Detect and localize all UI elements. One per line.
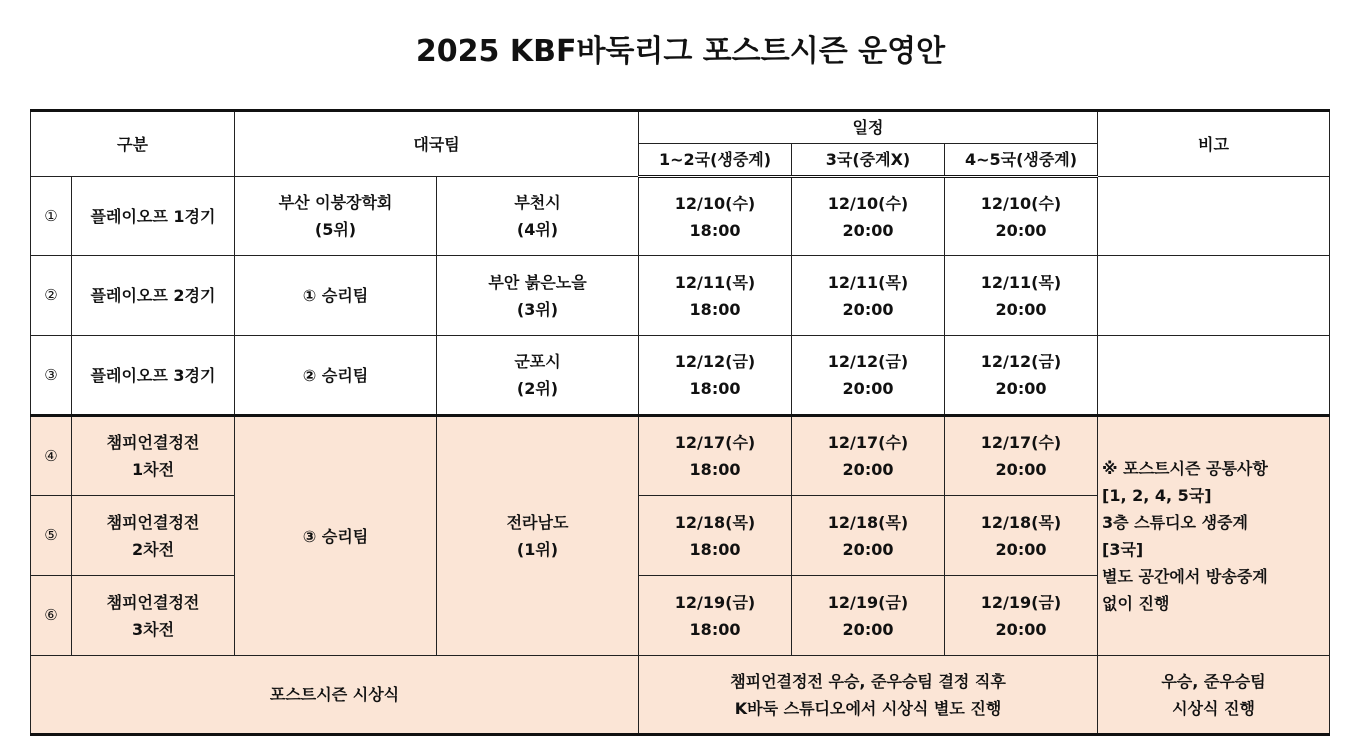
header-remarks: 비고 [1098, 111, 1330, 177]
date-cell [639, 576, 792, 656]
team-cell [235, 177, 437, 256]
ceremony-label: 포스트시즌 시상식 [31, 656, 639, 735]
time: 18:00 [689, 379, 741, 398]
date: 12/10(수) [674, 193, 756, 213]
ceremony-row [31, 656, 1330, 735]
date: 12/12(금) [827, 352, 909, 371]
date-cell [945, 576, 1098, 656]
row-number: ④ [31, 416, 72, 496]
date: 12/19(금) [827, 592, 909, 612]
date-cell [792, 256, 945, 336]
date: 12/17(수) [827, 433, 909, 452]
header-game12: 1~2국(생중계) [639, 144, 792, 177]
schedule-table [30, 109, 1330, 736]
match-name: 플레이오프 1경기 [72, 177, 235, 256]
match-name-cell [72, 576, 235, 656]
date: 12/11(목) [674, 272, 756, 292]
note-line: ※ 포스트시즌 공통사항 [1102, 459, 1268, 478]
date: 12/18(목) [674, 512, 756, 532]
time: 20:00 [842, 539, 894, 559]
time: 20:00 [842, 460, 894, 479]
remarks-cell [1098, 256, 1330, 336]
table-row [31, 177, 1330, 256]
date-cell [945, 416, 1098, 496]
ceremony-remark-line: 우승, 준우승팀 [1161, 671, 1266, 691]
time: 18:00 [689, 619, 741, 639]
time: 20:00 [995, 460, 1047, 479]
team-name: ① 승리팀 [235, 256, 437, 336]
date: 12/17(수) [980, 433, 1062, 452]
remarks-cell [1098, 336, 1330, 416]
team-rank: (2위) [516, 379, 559, 398]
time: 18:00 [689, 299, 741, 319]
header-game3: 3국(중계X) [792, 144, 945, 177]
time: 20:00 [995, 379, 1047, 398]
time: 20:00 [842, 619, 894, 639]
header-category: 구분 [31, 111, 235, 177]
time: 20:00 [995, 220, 1047, 240]
date-cell [945, 256, 1098, 336]
team-name: ② 승리팀 [235, 336, 437, 416]
date: 12/18(목) [827, 512, 909, 532]
note-line: 별도 공간에서 방송중계 [1102, 567, 1268, 586]
team-rank: (5위) [314, 220, 357, 239]
time: 20:00 [995, 299, 1047, 319]
date: 12/12(금) [980, 352, 1062, 371]
postseason-note [1098, 416, 1330, 656]
table-row [31, 336, 1330, 416]
header-game45: 4~5국(생중계) [945, 144, 1098, 177]
team-cell [437, 177, 639, 256]
time: 20:00 [995, 619, 1047, 639]
ceremony-desc-line: K바둑 스튜디오에서 시상식 별도 진행 [734, 698, 1002, 718]
team-cell [437, 256, 639, 336]
time: 20:00 [842, 379, 894, 398]
row-number: ② [31, 256, 72, 336]
date: 12/19(금) [674, 592, 756, 612]
team-rank: (4위) [516, 220, 559, 239]
time: 20:00 [995, 539, 1047, 559]
match-name: 챔피언결정전 [106, 433, 200, 452]
date: 12/11(목) [980, 272, 1062, 292]
team-name: 전라남도 [506, 513, 569, 532]
page-title: 2025 KBF바둑리그 포스트시즌 운영안 [415, 34, 946, 69]
team-name: 부안 붉은노을 [488, 272, 587, 292]
note-line: 없이 진행 [1102, 594, 1170, 613]
time: 18:00 [689, 539, 741, 559]
date-cell [792, 177, 945, 256]
date: 12/17(수) [674, 433, 756, 452]
row-number: ⑥ [31, 576, 72, 656]
date-cell [639, 416, 792, 496]
team-name: 군포시 [514, 352, 561, 371]
date: 12/11(목) [827, 272, 909, 292]
date-cell [639, 256, 792, 336]
row-number: ③ [31, 336, 72, 416]
date-cell [639, 496, 792, 576]
match-name-cell [72, 416, 235, 496]
date-cell [945, 496, 1098, 576]
date: 12/19(금) [980, 592, 1062, 612]
match-round: 3차전 [131, 619, 175, 639]
table-row [31, 256, 1330, 336]
note-line: [3국] [1102, 540, 1144, 559]
team-name: 부산 이붕장학회 [278, 193, 393, 212]
note-line: [1, 2, 4, 5국] [1102, 486, 1212, 505]
match-name-cell [72, 496, 235, 576]
date-cell [639, 336, 792, 416]
date-cell [792, 496, 945, 576]
match-name: 플레이오프 2경기 [72, 256, 235, 336]
match-round: 1차전 [131, 460, 175, 479]
match-name: 챔피언결정전 [106, 592, 200, 612]
ceremony-remark [1098, 656, 1330, 735]
match-round: 2차전 [131, 539, 175, 559]
header-schedule: 일정 [639, 111, 1098, 144]
time: 20:00 [842, 220, 894, 240]
ceremony-desc-line: 챔피언결정전 우승, 준우승팀 결정 직후 [730, 671, 1006, 691]
date: 12/10(수) [980, 193, 1062, 213]
date-cell [945, 336, 1098, 416]
date-cell [792, 416, 945, 496]
time: 18:00 [689, 460, 741, 479]
table-row [31, 416, 1330, 496]
note-line: 3층 스튜디오 생중계 [1102, 513, 1248, 532]
date-cell [945, 177, 1098, 256]
team-cell [437, 336, 639, 416]
team-rank: (1위) [516, 540, 559, 559]
time: 20:00 [842, 299, 894, 319]
ceremony-desc [639, 656, 1098, 735]
ceremony-remark-line: 시상식 진행 [1172, 698, 1255, 718]
match-name: 챔피언결정전 [106, 512, 200, 532]
team-rank: (3위) [516, 299, 559, 319]
date: 12/10(수) [827, 193, 909, 213]
date: 12/18(목) [980, 512, 1062, 532]
header-teams: 대국팀 [235, 111, 639, 177]
match-name: 플레이오프 3경기 [72, 336, 235, 416]
row-number: ⑤ [31, 496, 72, 576]
time: 18:00 [689, 220, 741, 240]
team-cell [437, 416, 639, 656]
row-number: ① [31, 177, 72, 256]
date-cell [792, 336, 945, 416]
team-name: 부천시 [514, 193, 561, 212]
date: 12/12(금) [674, 352, 756, 371]
team-name: ③ 승리팀 [235, 416, 437, 656]
date-cell [792, 576, 945, 656]
remarks-cell [1098, 177, 1330, 256]
date-cell [639, 177, 792, 256]
